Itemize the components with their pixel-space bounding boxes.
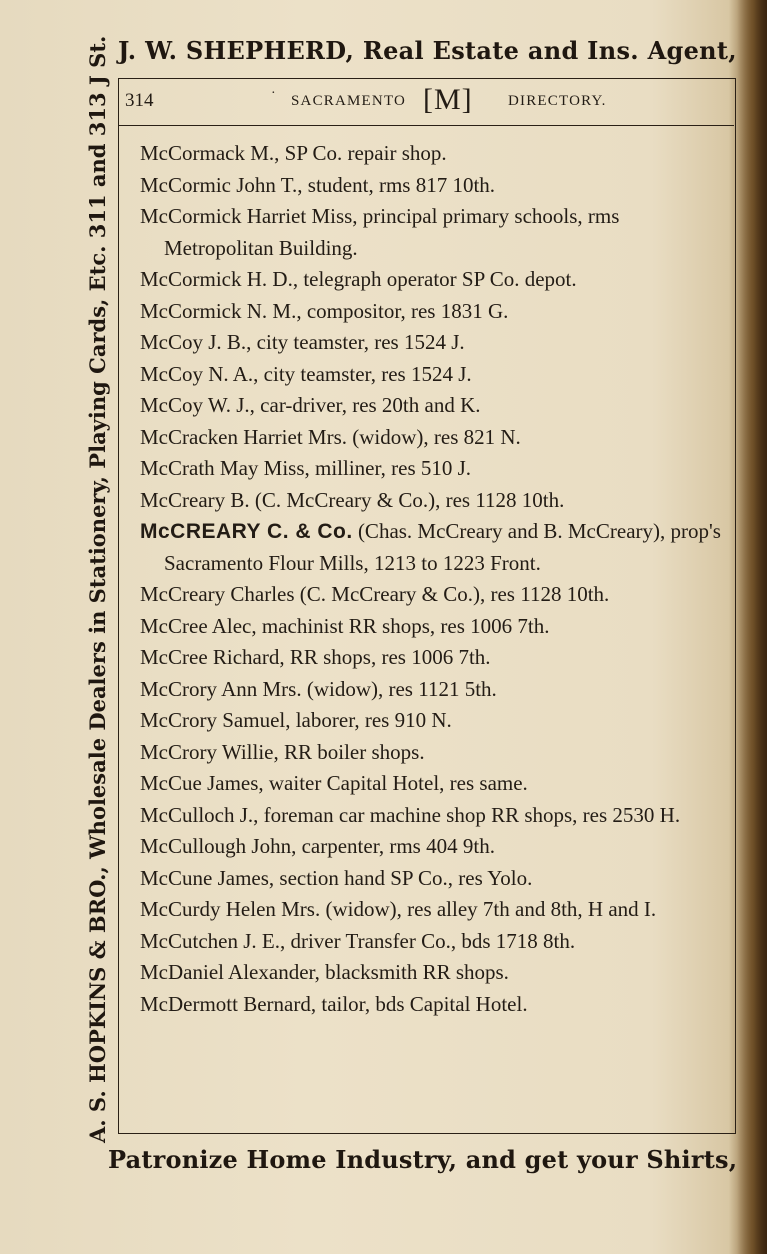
directory-entry: McCormack M., SP Co. repair shop. (140, 141, 447, 165)
directory-entry: McCree Richard, RR shops, res 1006 7th. (140, 645, 491, 669)
directory-entry: McCoy J. B., city teamster, res 1524 J. (140, 330, 465, 354)
directory-entry: McCoy N. A., city teamster, res 1524 J. (140, 361, 472, 386)
directory-entry: McCrath May Miss, milliner, res 510 J. (140, 456, 472, 480)
header-title: DIRECTORY. (508, 93, 607, 109)
directory-entry: McDaniel Alexander, blacksmith RR shops. (140, 960, 509, 984)
page-header (118, 83, 718, 119)
directory-entry: McCormick Harriet Miss, principal primary schools, rms Metropolitan Building. (140, 204, 620, 260)
directory-entries (140, 138, 730, 1020)
header-section-letter: [M] (423, 83, 473, 116)
directory-entry: McCurdy Helen Mrs. (widow), res alley 7th and 8th, H and I. (140, 897, 657, 921)
directory-entry: McCullough John, carpenter, rms 404 9th. (140, 834, 495, 858)
directory-entry: McCormick H. D., telegraph operator SP Co. depot. (140, 267, 577, 291)
directory-entry-business: McCREARY C. & Co. (Chas. McCreary and B. McCreary), prop's Sacramento Flour Mills, 1213 to 1223 Front. (140, 519, 721, 575)
directory-entry: McCormic John T., student, rms 817 10th. (140, 172, 496, 197)
bottom-advertisement: Patronize Home Industry, and get your Shirts, (108, 1145, 738, 1174)
directory-entry: McCutchen J. E., driver Transfer Co., bds 1718 8th. (140, 928, 576, 953)
directory-entry: McCrory Samuel, laborer, res 910 N. (140, 708, 452, 732)
page-number: 314 (125, 90, 154, 111)
directory-entry: McDermott Bernard, tailor, bds Capital Hotel. (140, 991, 528, 1016)
top-advertisement: J. W. SHEPHERD, Real Estate and Ins. Agent, (118, 36, 737, 65)
directory-entry: McCracken Harriet Mrs. (widow), res 821 N. (140, 424, 521, 449)
directory-entry: McCreary Charles (C. McCreary & Co.), res 1128 10th. (140, 582, 610, 606)
directory-entry: McCulloch J., foreman car machine shop RR shops, res 2530 H. (140, 802, 681, 827)
side-advertisement: A. S. HOPKINS & BRO., Wholesale Dealers in Stationery, Playing Cards, Etc. 311 and 313 J St. (85, 35, 110, 1143)
book-spine-shadow (737, 0, 767, 1254)
header-city: SACRAMENTO (291, 93, 407, 109)
directory-entry: McCrory Ann Mrs. (widow), res 1121 5th. (140, 676, 497, 701)
directory-entry: McCue James, waiter Capital Hotel, res same. (140, 771, 528, 795)
header-dot: · (271, 86, 276, 101)
directory-entry: McCreary B. (C. McCreary & Co.), res 1128 10th. (140, 487, 565, 512)
directory-entry: McCree Alec, machinist RR shops, res 1006 7th. (140, 613, 550, 638)
directory-entry: McCrory Willie, RR boiler shops. (140, 739, 425, 764)
directory-entry: McCune James, section hand SP Co., res Yolo. (140, 865, 533, 890)
header-rule (119, 125, 734, 126)
business-name: McCREARY C. & Co. (140, 520, 353, 543)
directory-entry: McCoy W. J., car-driver, res 20th and K. (140, 393, 481, 417)
directory-entry: McCormick N. M., compositor, res 1831 G. (140, 298, 509, 323)
